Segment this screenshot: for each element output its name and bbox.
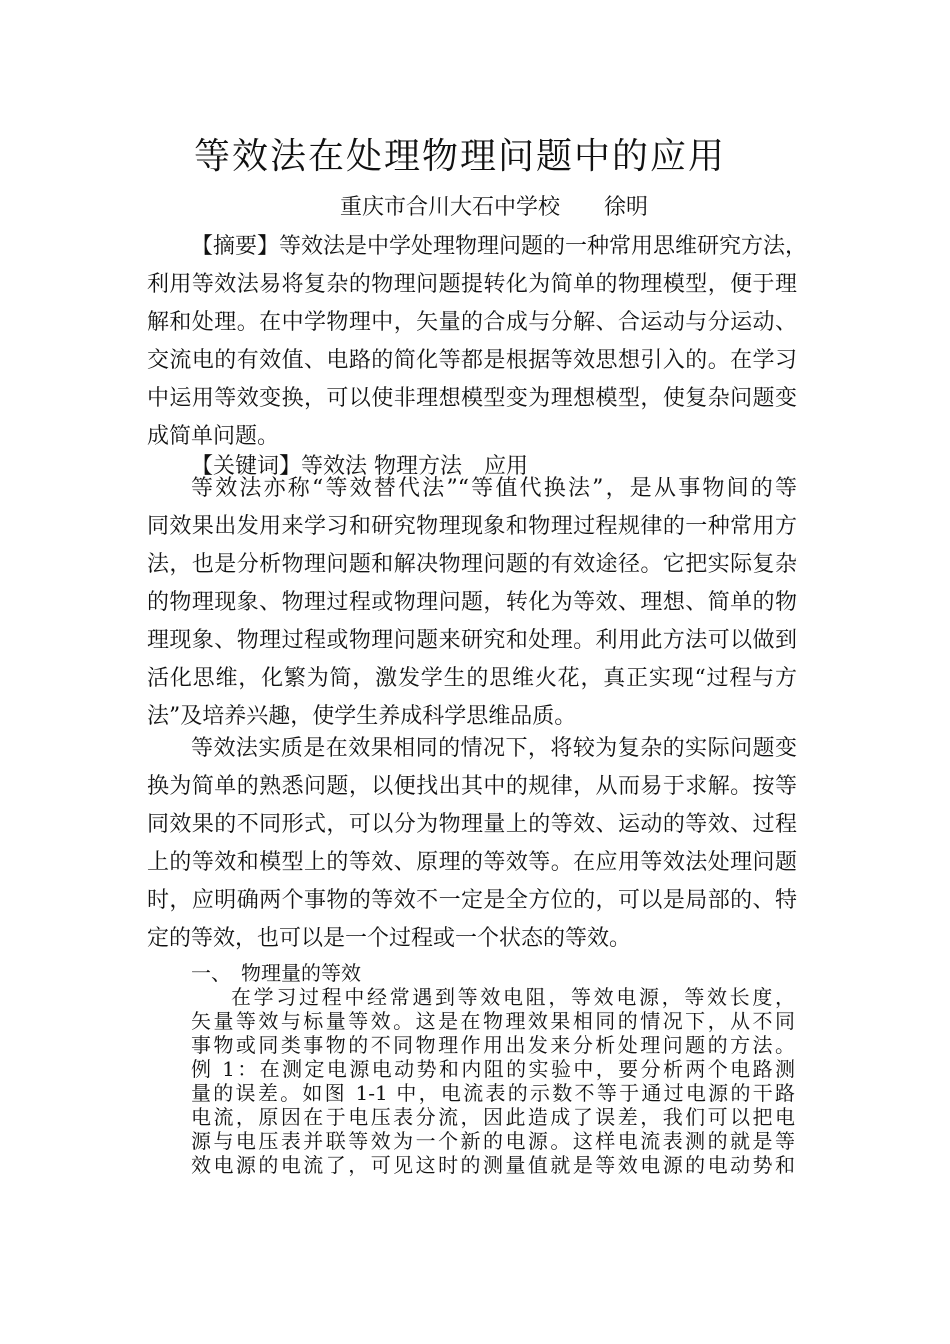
paragraph-line: 理现象、物理过程或物理问题来研究和处理。利用此方法可以做到 [147,628,797,653]
page-title: 等效法在处理物理问题中的应用 [193,136,726,177]
section-line: 例 1：在测定电源电动势和内阻的实验中，要分析两个电路测 [191,1057,795,1081]
keywords: 【关键词】等效法 物理方法 应用 [191,454,528,479]
paragraph-1 [147,470,797,736]
paragraph-line: 等效法亦称“等效替代法”“等值代换法”，是从事物间的等 [191,476,797,501]
section-1-body [191,985,795,1177]
paragraph-line: 法”及培养兴趣，使学生养成科学思维品质。 [147,704,577,729]
section-line: 事物或同类事物的不同物理作用出发来分析处理问题的方法。 [191,1033,795,1057]
paragraph-line: 上的等效和模型上的等效、原理的等效等。在应用等效法处理问题 [147,850,797,875]
section-line: 源与电压表并联等效为一个新的电源。这样电流表测的就是等 [191,1129,795,1153]
paragraph-line: 的物理现象、物理过程或物理问题，转化为等效、理想、简单的物 [147,590,797,615]
abstract-line: 交流电的有效值、电路的简化等都是根据等效思想引入的。在学习 [147,348,797,373]
section-line: 量的误差。如图 1-1 中，电流表的示数不等于通过电源的干路 [191,1081,795,1105]
abstract-line: 成简单问题。 [147,424,280,449]
section-line: 效电源的电流了，可见这时的测量值就是等效电源的电动势和 [191,1153,795,1177]
paragraph-line: 等效法实质是在效果相同的情况下，将较为复杂的实际问题变 [191,736,797,761]
author-byline: 重庆市合川大石中学校 徐明 [340,195,649,220]
abstract [147,228,808,456]
abstract-line: 中运用等效变换，可以使非理想模型变为理想模型，使复杂问题变 [147,386,797,411]
paragraph-line: 换为简单的熟悉问题，以便找出其中的规律，从而易于求解。按等 [147,774,797,799]
paragraph-line: 时，应明确两个事物的等效不一定是全方位的，可以是局部的、特 [147,888,797,913]
section-line: 在学习过程中经常遇到等效电阻，等效电源，等效长度， [231,985,795,1009]
paragraph-line: 同效果出发用来学习和研究物理现象和物理过程规律的一种常用方 [147,514,797,539]
section-line: 电流，原因在于电压表分流，因此造成了误差，我们可以把电 [191,1105,795,1129]
abstract-line: 【摘要】等效法是中学处理物理问题的一种常用思维研究方法， [191,234,808,259]
paragraph-line: 活化思维，化繁为简，激发学生的思维火花，真正实现“过程与方 [147,666,797,691]
abstract-line: 解和处理。在中学物理中，矢量的合成与分解、合运动与分运动、 [147,310,797,335]
paragraph-line: 法，也是分析物理问题和解决物理问题的有效途径。它把实际复杂 [147,552,797,577]
section-heading: 一、 物理量的等效 [191,961,361,985]
section-line: 矢量等效与标量等效。这是在物理效果相同的情况下，从不同 [191,1009,795,1033]
paragraph-2 [147,730,797,958]
abstract-line: 利用等效法易将复杂的物理问题提转化为简单的物理模型，便于理 [147,272,797,297]
paragraph-line: 定的等效，也可以是一个过程或一个状态的等效。 [147,926,632,951]
paragraph-line: 同效果的不同形式，可以分为物理量上的等效、运动的等效、过程 [147,812,797,837]
